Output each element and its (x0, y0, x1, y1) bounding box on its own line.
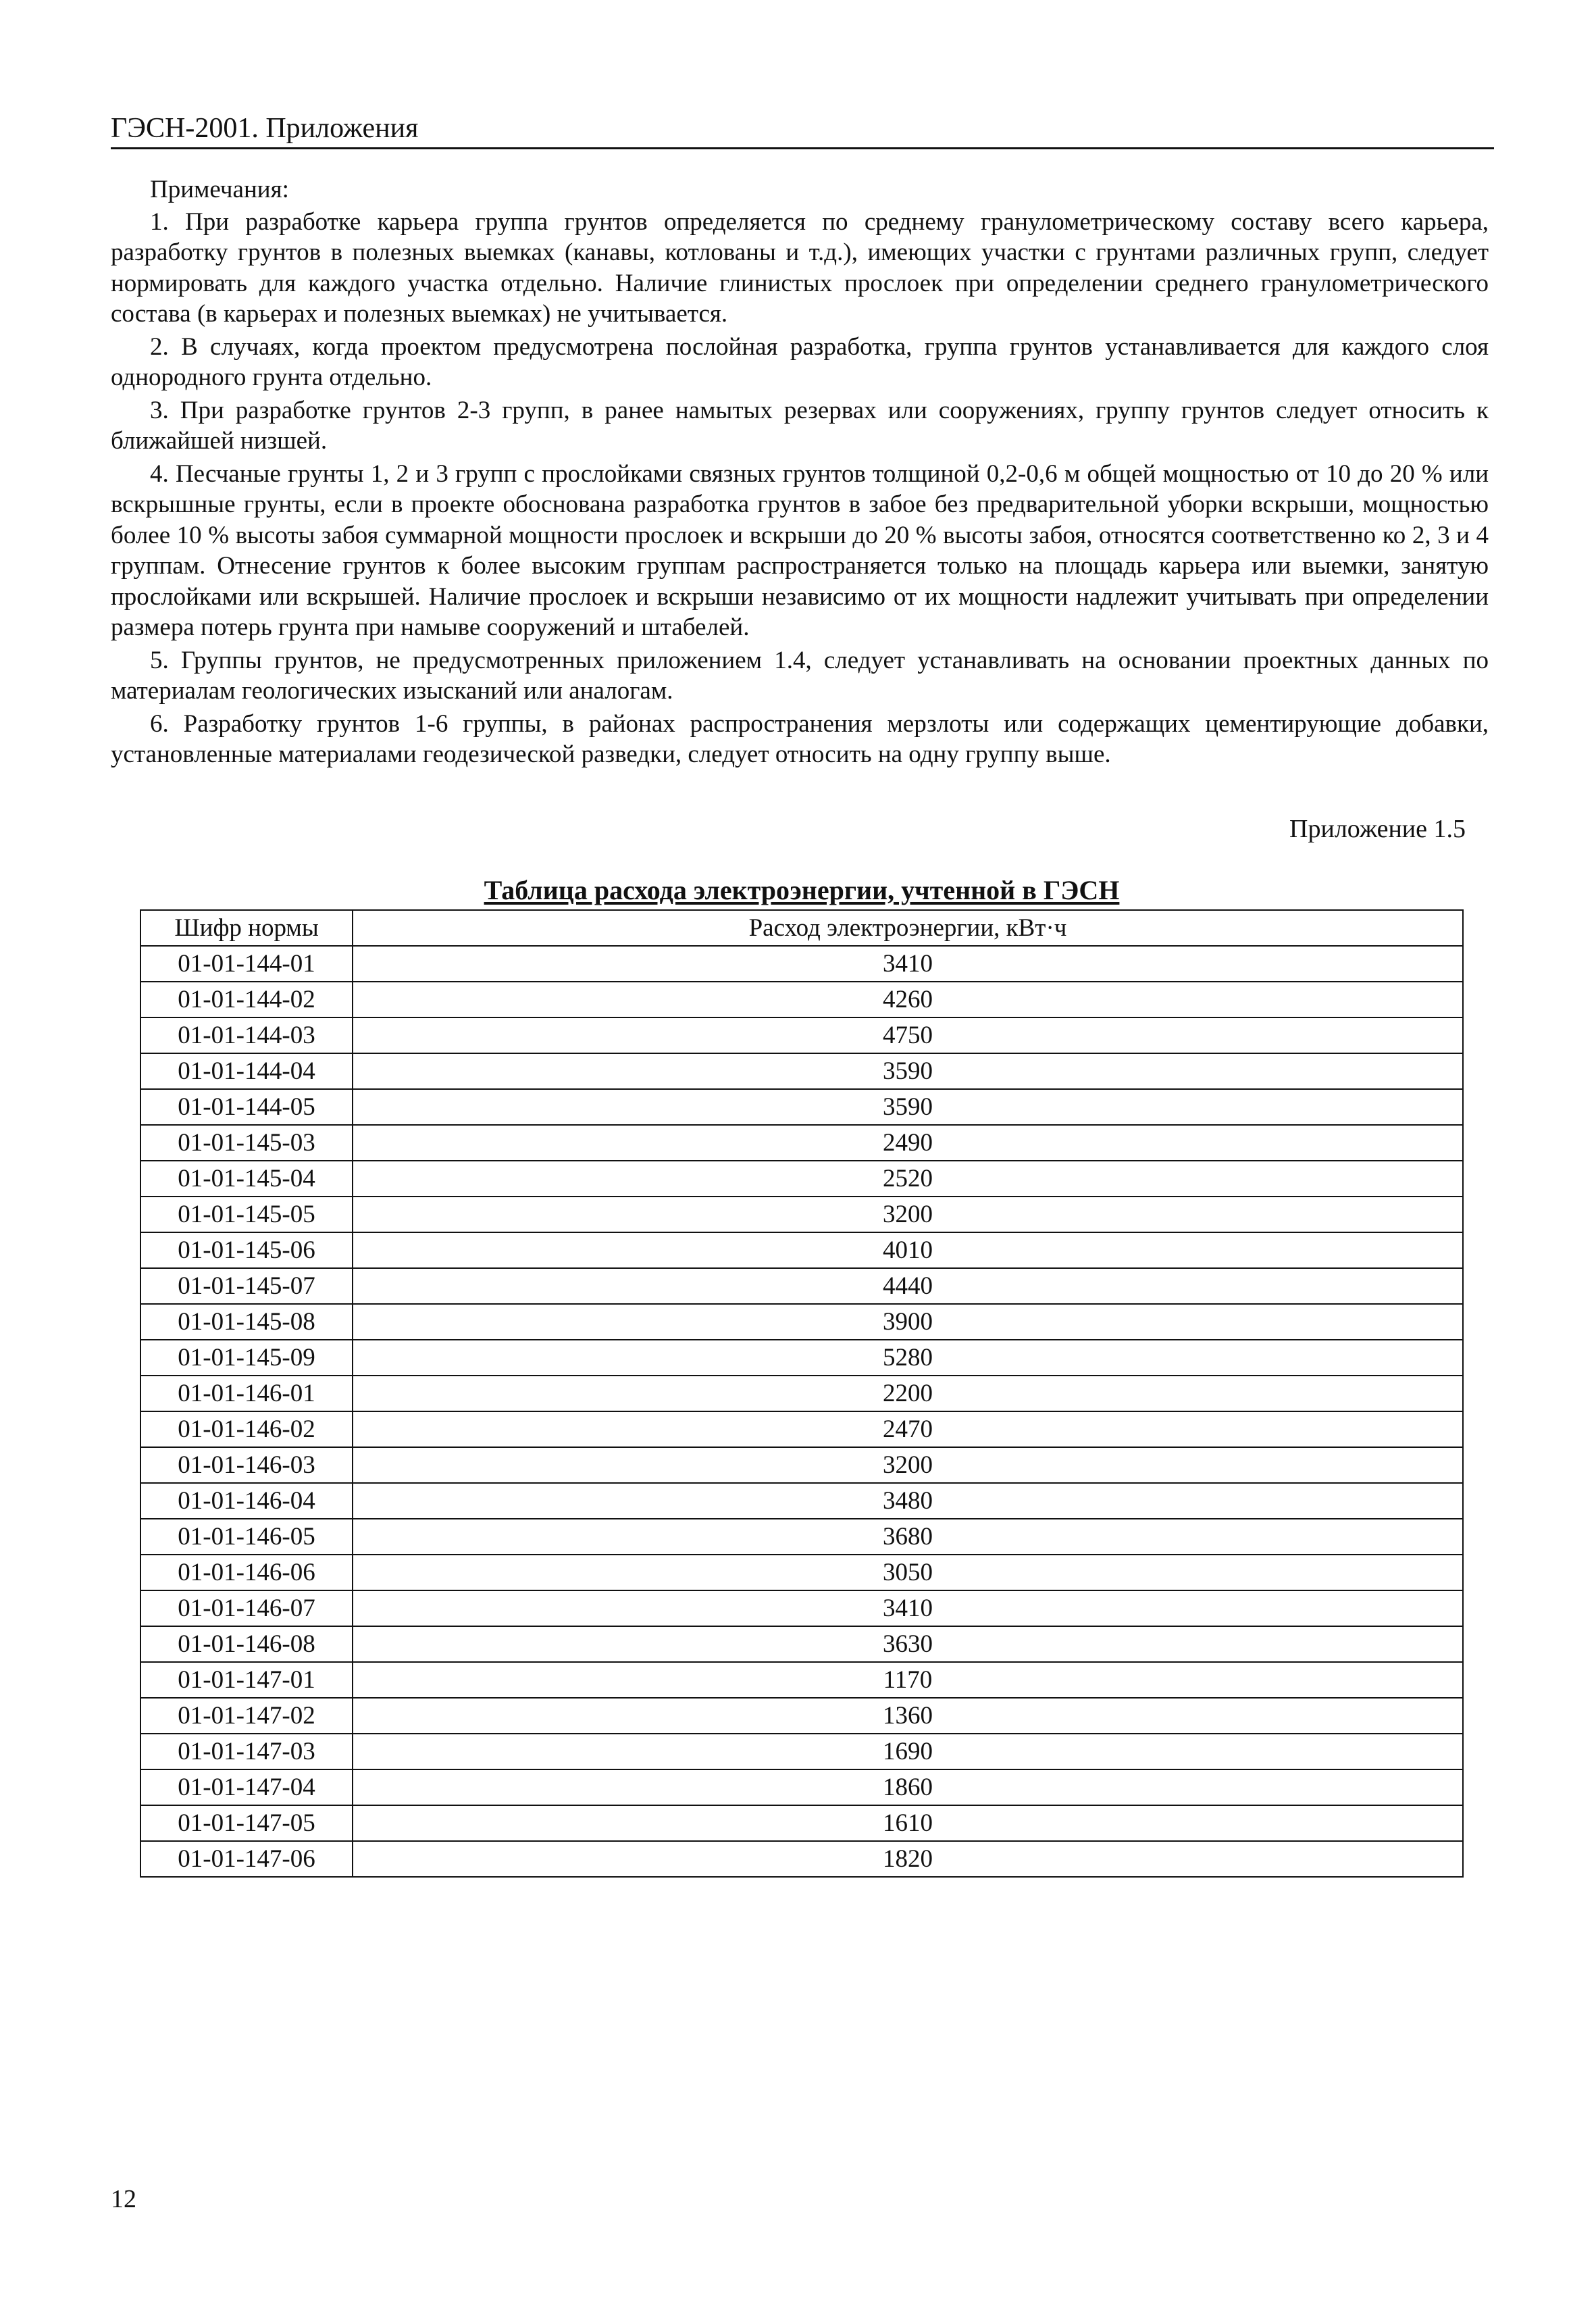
consumption-value-cell: 3050 (353, 1555, 1463, 1590)
table-row (140, 1411, 1463, 1447)
consumption-value-cell: 3480 (353, 1483, 1463, 1519)
table-row (140, 1197, 1463, 1232)
table-header-row (140, 910, 1463, 946)
table-row (140, 1304, 1463, 1340)
table-row (140, 1662, 1463, 1698)
consumption-value-cell: 4750 (353, 1017, 1463, 1053)
note-5: 5. Группы грунтов, не предусмотренных приложением 1.4, следует устанавливать на основании проектных данных по материалам геологических изысканий или аналогам. (111, 646, 1489, 705)
note-6: 6. Разработку грунтов 1-6 группы, в районах распространения мерзлоты или содержащих цементирующие добавки, установленные материалами геодезической разведки, следует относить на одну группу выше. (111, 709, 1489, 768)
page-number: 12 (111, 2185, 136, 2213)
norm-code-cell: 01-01-146-01 (140, 1376, 353, 1411)
table-row (140, 1053, 1463, 1089)
norm-code-cell: 01-01-145-04 (140, 1161, 353, 1197)
notes-list (111, 207, 1489, 770)
table-row (140, 1590, 1463, 1626)
table-row (140, 1841, 1463, 1877)
table-row (140, 1447, 1463, 1483)
table-row (140, 1340, 1463, 1376)
consumption-value-cell: 1360 (353, 1698, 1463, 1734)
consumption-value-cell: 2520 (353, 1161, 1463, 1197)
running-header: ГЭСН-2001. Приложения (111, 111, 1494, 149)
table-row (140, 982, 1463, 1017)
consumption-value-cell: 3680 (353, 1519, 1463, 1555)
norm-code-cell: 01-01-144-05 (140, 1089, 353, 1125)
note-4: 4. Песчаные грунты 1, 2 и 3 групп с прослойками связных грунтов толщиной 0,2-0,6 м общей мощностью от 10 до 20 % или вскрышные грунты, если в проекте обоснована разработка грунтов в забое без предварительной уборки вскрыши, мощностью более 10 % высоты забоя суммарной мощности прослоек и вскрыши до 20 % высоты забоя, относятся соответственно ко 2, 3 и 4 группам. Отнесение грунтов к более высоким группам распространяется только на площадь карьера или выемки, занятую прослойками или вскрышей. Наличие прослоек и вскрыши независимо от их мощности надлежит учитывать при определении размера потерь грунта при намыве сооружений и штабелей. (111, 459, 1489, 641)
norm-code-cell: 01-01-145-03 (140, 1125, 353, 1161)
norm-code-cell: 01-01-146-02 (140, 1411, 353, 1447)
norm-code-cell: 01-01-144-02 (140, 982, 353, 1017)
norm-code-cell: 01-01-145-05 (140, 1197, 353, 1232)
consumption-value-cell: 1610 (353, 1805, 1463, 1841)
table-row (140, 1089, 1463, 1125)
norm-code-cell: 01-01-144-04 (140, 1053, 353, 1089)
norm-code-cell: 01-01-147-03 (140, 1734, 353, 1769)
norm-code-cell: 01-01-146-05 (140, 1519, 353, 1555)
consumption-value-cell: 2470 (353, 1411, 1463, 1447)
table-row (140, 1376, 1463, 1411)
consumption-value-cell: 2200 (353, 1376, 1463, 1411)
consumption-value-cell: 3410 (353, 946, 1463, 982)
table-row (140, 1125, 1463, 1161)
table-row (140, 946, 1463, 982)
table-row (140, 1161, 1463, 1197)
table-row (140, 1698, 1463, 1734)
consumption-value-cell: 3410 (353, 1590, 1463, 1626)
note-2: 2. В случаях, когда проектом предусмотрена послойная разработка, группа грунтов устанавливается для каждого слоя однородного грунта отдельно. (111, 332, 1489, 391)
consumption-value-cell: 5280 (353, 1340, 1463, 1376)
table-row (140, 1017, 1463, 1053)
consumption-value-cell: 4260 (353, 982, 1463, 1017)
consumption-value-cell: 1170 (353, 1662, 1463, 1698)
table-row (140, 1734, 1463, 1769)
norm-code-cell: 01-01-145-07 (140, 1268, 353, 1304)
norm-code-cell: 01-01-147-05 (140, 1805, 353, 1841)
table-row (140, 1805, 1463, 1841)
appendix-label: Приложение 1.5 (1289, 815, 1466, 843)
consumption-value-cell: 1860 (353, 1769, 1463, 1805)
column-header-code: Шифр нормы (140, 910, 353, 946)
consumption-value-cell: 3590 (353, 1053, 1463, 1089)
norm-code-cell: 01-01-146-07 (140, 1590, 353, 1626)
consumption-value-cell: 4440 (353, 1268, 1463, 1304)
consumption-value-cell: 3900 (353, 1304, 1463, 1340)
norm-code-cell: 01-01-146-08 (140, 1626, 353, 1662)
table-body (140, 946, 1463, 1877)
norm-code-cell: 01-01-147-01 (140, 1662, 353, 1698)
consumption-value-cell: 1820 (353, 1841, 1463, 1877)
note-1: 1. При разработке карьера группа грунтов определяется по среднему гранулометрическому составу всего карьера, разработку грунтов в полезных выемках (канавы, котлованы и т.д.), имеющих участки с грунтами различных групп, следует нормировать для каждого участка отдельно. Наличие глинистых прослоек при определении среднего гранулометрического состава (в карьерах и полезных выемках) не учитывается. (111, 207, 1489, 328)
notes-section (111, 174, 1489, 772)
consumption-value-cell: 1690 (353, 1734, 1463, 1769)
norm-code-cell: 01-01-147-06 (140, 1841, 353, 1877)
energy-consumption-table (140, 909, 1464, 1878)
consumption-value-cell: 3590 (353, 1089, 1463, 1125)
norm-code-cell: 01-01-145-08 (140, 1304, 353, 1340)
norm-code-cell: 01-01-146-06 (140, 1555, 353, 1590)
notes-heading: Примечания: (150, 176, 289, 203)
table-row (140, 1483, 1463, 1519)
table-row (140, 1519, 1463, 1555)
consumption-value-cell: 3630 (353, 1626, 1463, 1662)
table-row (140, 1555, 1463, 1590)
norm-code-cell: 01-01-144-03 (140, 1017, 353, 1053)
table-row (140, 1268, 1463, 1304)
column-header-consumption: Расход электроэнергии, кВт·ч (353, 910, 1463, 946)
norm-code-cell: 01-01-145-09 (140, 1340, 353, 1376)
consumption-value-cell: 3200 (353, 1197, 1463, 1232)
norm-code-cell: 01-01-145-06 (140, 1232, 353, 1268)
norm-code-cell: 01-01-147-04 (140, 1769, 353, 1805)
norm-code-cell: 01-01-147-02 (140, 1698, 353, 1734)
note-3: 3. При разработке грунтов 2-3 групп, в ранее намытых резервах или сооружениях, группу грунтов следует относить к ближайшей низшей. (111, 396, 1489, 455)
table-row (140, 1232, 1463, 1268)
consumption-value-cell: 2490 (353, 1125, 1463, 1161)
norm-code-cell: 01-01-144-01 (140, 946, 353, 982)
table-row (140, 1626, 1463, 1662)
table-row (140, 1769, 1463, 1805)
norm-code-cell: 01-01-146-03 (140, 1447, 353, 1483)
norm-code-cell: 01-01-146-04 (140, 1483, 353, 1519)
consumption-value-cell: 4010 (353, 1232, 1463, 1268)
table-title: Таблица расхода электроэнергии, учтенной в ГЭСН (484, 875, 1120, 905)
consumption-value-cell: 3200 (353, 1447, 1463, 1483)
